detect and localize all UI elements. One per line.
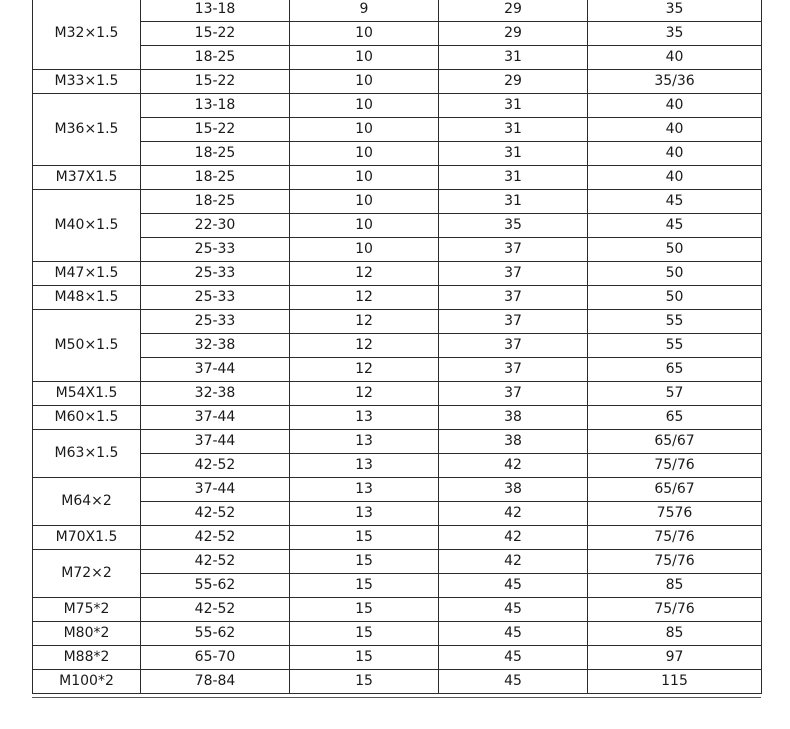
table-cell: 15-22 [141,22,290,46]
table-cell: 37 [439,310,588,334]
table-cell: 10 [290,94,439,118]
bottom-rule [32,697,761,698]
thread-size-cell: M40×1.5 [33,190,141,262]
table-cell: 15 [290,574,439,598]
table-cell: 42 [439,526,588,550]
table-cell: 42 [439,454,588,478]
table-cell: 15 [290,598,439,622]
thread-size-cell: M50×1.5 [33,310,141,382]
table-cell: 10 [290,46,439,70]
table-cell: 40 [588,142,762,166]
table-cell: 38 [439,430,588,454]
table-cell: 31 [439,94,588,118]
table-cell: 50 [588,262,762,286]
table-cell: 12 [290,262,439,286]
table-cell: 10 [290,214,439,238]
table-cell: 78-84 [141,670,290,694]
table-cell: 32-38 [141,334,290,358]
thread-size-cell: M70X1.5 [33,526,141,550]
table-cell: 42-52 [141,454,290,478]
table-row [33,238,762,262]
table-cell: 10 [290,142,439,166]
table-cell: 13 [290,430,439,454]
table-cell: 13-18 [141,94,290,118]
table-cell: 42 [439,550,588,574]
table-cell: 12 [290,382,439,406]
table-cell: 55 [588,310,762,334]
thread-size-cell: M47×1.5 [33,262,141,286]
thread-size-cell: M80*2 [33,622,141,646]
table-cell: 12 [290,286,439,310]
table-cell: 55-62 [141,574,290,598]
table-cell: 10 [290,190,439,214]
table-cell: 35 [588,0,762,22]
table-cell: 50 [588,238,762,262]
table-cell: 31 [439,46,588,70]
table-cell: 38 [439,478,588,502]
table-cell: 42-52 [141,550,290,574]
table-row [33,526,762,550]
table-cell: 13 [290,454,439,478]
table-cell: 10 [290,166,439,190]
table-cell: 25-33 [141,238,290,262]
table-cell: 15 [290,550,439,574]
table-row [33,430,762,454]
table-cell: 31 [439,118,588,142]
table-cell: 15-22 [141,118,290,142]
table-cell: 37 [439,286,588,310]
table-row [33,22,762,46]
table-cell: 45 [439,622,588,646]
table-cell: 75/76 [588,550,762,574]
thread-size-cell: M75*2 [33,598,141,622]
table-cell: 65 [588,406,762,430]
table-cell: 45 [588,190,762,214]
table-row [33,118,762,142]
table-cell: 13 [290,478,439,502]
table-row [33,670,762,694]
thread-size-cell: M60×1.5 [33,406,141,430]
table-cell: 37 [439,382,588,406]
table-cell: 7576 [588,502,762,526]
table-cell: 37-44 [141,358,290,382]
table-cell: 65/67 [588,478,762,502]
table-cell: 65-70 [141,646,290,670]
table-cell: 55-62 [141,622,290,646]
thread-size-cell: M32×1.5 [33,0,141,70]
table-cell: 37 [439,238,588,262]
table-row [33,598,762,622]
table-row [33,502,762,526]
table-row [33,574,762,598]
table-cell: 75/76 [588,598,762,622]
thread-size-cell: M33×1.5 [33,70,141,94]
table-cell: 10 [290,118,439,142]
table-cell: 37-44 [141,430,290,454]
table-row [33,94,762,118]
table-cell: 15 [290,646,439,670]
table-cell: 12 [290,358,439,382]
table-row [33,358,762,382]
table-cell: 37-44 [141,478,290,502]
table-cell: 38 [439,406,588,430]
thread-size-cell: M37X1.5 [33,166,141,190]
spec-table-container [32,0,761,694]
table-row [33,262,762,286]
table-cell: 45 [588,214,762,238]
thread-size-cell: M36×1.5 [33,94,141,166]
table-cell: 97 [588,646,762,670]
table-row [33,286,762,310]
table-cell: 13-18 [141,0,290,22]
table-cell: 115 [588,670,762,694]
table-row [33,166,762,190]
table-cell: 29 [439,22,588,46]
table-cell: 12 [290,310,439,334]
thread-size-cell: M100*2 [33,670,141,694]
table-row [33,70,762,94]
thread-size-cell: M63×1.5 [33,430,141,478]
table-cell: 29 [439,0,588,22]
table-cell: 40 [588,166,762,190]
table-cell: 18-25 [141,166,290,190]
thread-size-cell: M54X1.5 [33,382,141,406]
table-cell: 57 [588,382,762,406]
table-cell: 13 [290,502,439,526]
table-cell: 50 [588,286,762,310]
table-cell: 37 [439,334,588,358]
spec-table [32,0,762,694]
table-cell: 15 [290,526,439,550]
table-row [33,334,762,358]
table-cell: 40 [588,46,762,70]
table-cell: 42-52 [141,598,290,622]
thread-size-cell: M88*2 [33,646,141,670]
table-cell: 85 [588,574,762,598]
table-cell: 55 [588,334,762,358]
table-row [33,406,762,430]
table-row [33,622,762,646]
table-row [33,550,762,574]
table-cell: 18-25 [141,142,290,166]
table-cell: 15 [290,622,439,646]
table-cell: 45 [439,598,588,622]
thread-size-cell: M72×2 [33,550,141,598]
table-cell: 37 [439,262,588,286]
table-cell: 18-25 [141,190,290,214]
table-cell: 31 [439,190,588,214]
table-cell: 45 [439,646,588,670]
table-row [33,0,762,22]
table-cell: 85 [588,622,762,646]
table-cell: 42 [439,502,588,526]
table-cell: 65/67 [588,430,762,454]
table-cell: 18-25 [141,46,290,70]
table-cell: 12 [290,334,439,358]
spec-table-body [33,0,762,694]
table-cell: 40 [588,118,762,142]
table-cell: 35 [439,214,588,238]
table-cell: 25-33 [141,286,290,310]
table-cell: 45 [439,670,588,694]
table-row [33,142,762,166]
table-cell: 31 [439,142,588,166]
thread-size-cell: M64×2 [33,478,141,526]
table-cell: 42-52 [141,502,290,526]
table-row [33,454,762,478]
table-cell: 75/76 [588,526,762,550]
table-cell: 75/76 [588,454,762,478]
table-cell: 13 [290,406,439,430]
table-cell: 15 [290,670,439,694]
thread-size-cell: M48×1.5 [33,286,141,310]
table-cell: 37-44 [141,406,290,430]
table-cell: 37 [439,358,588,382]
table-cell: 29 [439,70,588,94]
table-cell: 42-52 [141,526,290,550]
table-row [33,646,762,670]
table-row [33,310,762,334]
table-row [33,382,762,406]
table-cell: 15-22 [141,70,290,94]
table-row [33,46,762,70]
table-row [33,214,762,238]
table-cell: 10 [290,238,439,262]
table-cell: 25-33 [141,262,290,286]
table-cell: 25-33 [141,310,290,334]
table-cell: 31 [439,166,588,190]
table-cell: 40 [588,94,762,118]
table-cell: 45 [439,574,588,598]
table-cell: 9 [290,0,439,22]
table-cell: 10 [290,22,439,46]
table-cell: 35 [588,22,762,46]
table-row [33,190,762,214]
table-cell: 35/36 [588,70,762,94]
table-cell: 65 [588,358,762,382]
table-cell: 22-30 [141,214,290,238]
table-row [33,478,762,502]
table-cell: 10 [290,70,439,94]
table-cell: 32-38 [141,382,290,406]
